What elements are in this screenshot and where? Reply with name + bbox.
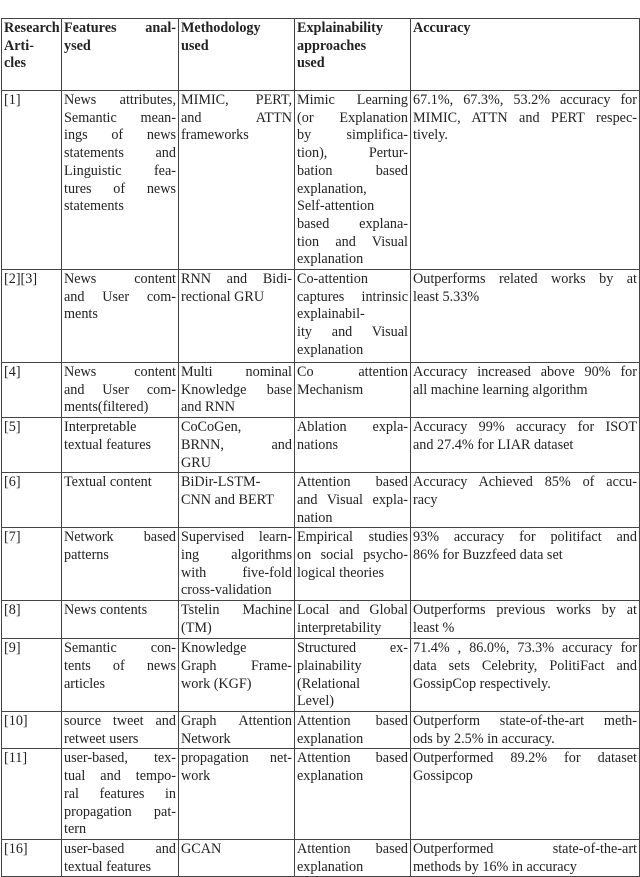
cell-line: retweet users	[64, 730, 139, 747]
table-row	[2, 528, 640, 601]
cell-line: Structured ex-	[297, 640, 408, 657]
cell-line: explanation	[297, 768, 364, 785]
cell-article	[2, 363, 62, 418]
cell-accuracy	[411, 601, 640, 639]
cell-line: propagation net-	[181, 750, 292, 767]
column-header-methodology	[179, 19, 295, 91]
cell-line: Attention based	[297, 840, 408, 857]
cell-line: ity and Visual	[297, 324, 408, 341]
cell-features	[62, 91, 179, 270]
cell-features	[62, 749, 179, 840]
cell-line: Self-attention	[297, 198, 375, 215]
cell-article	[2, 749, 62, 840]
cell-article	[2, 473, 62, 528]
cell-article	[2, 839, 62, 876]
cell-line: nations	[297, 436, 338, 453]
cell-line: Features anal-	[64, 20, 176, 36]
cell-features	[62, 418, 179, 473]
cell-line: Outperforms previous works by at	[413, 602, 637, 619]
cell-line: Graph Attention	[181, 712, 292, 729]
cell-line: and User com-	[64, 381, 176, 398]
cell-line: News content	[64, 364, 176, 381]
cell-accuracy	[411, 839, 640, 876]
cell-line: Outperforms related works by at	[413, 271, 637, 288]
cell-line: Co attention	[297, 364, 408, 381]
cell-line: GossipCop respectively.	[413, 675, 551, 692]
cell-line: ral features in	[64, 785, 176, 802]
cell-accuracy	[411, 639, 640, 712]
cell-line: rectional GRU	[181, 288, 265, 305]
cell-methodology	[179, 839, 295, 876]
cell-line: Attention based	[297, 474, 408, 491]
cell-line: Knowledge	[181, 640, 247, 657]
cell-methodology	[179, 749, 295, 840]
cell-line: ing algorithms	[181, 547, 292, 564]
cell-line: [1]	[4, 92, 21, 108]
cell-line: 71.4% , 86.0%, 73.3% accuracy for	[413, 640, 637, 657]
cell-methodology	[179, 711, 295, 748]
cell-line: Linguistic fea-	[64, 162, 176, 179]
cell-methodology	[179, 418, 295, 473]
cell-line: [10]	[4, 712, 28, 729]
cell-line: tion and Visual	[297, 233, 408, 250]
cell-line: articles	[64, 675, 105, 692]
cell-article	[2, 418, 62, 473]
table-row	[2, 839, 640, 876]
cell-line: ings of news	[64, 127, 176, 144]
cell-line: 93% accuracy for politifact and	[413, 529, 637, 546]
cell-line: used	[297, 55, 325, 72]
cell-line: Accuracy increased above 90% for	[413, 364, 637, 381]
cell-line: Semantic con-	[64, 640, 176, 657]
cell-explainability	[295, 528, 411, 601]
cell-line: explainabil-	[297, 306, 365, 323]
cell-line: News attributes,	[64, 92, 176, 108]
cell-line: Multi nominal	[181, 364, 292, 381]
cell-article	[2, 270, 62, 363]
cell-line: Graph Frame-	[181, 657, 292, 674]
cell-line: Co-attention	[297, 271, 368, 288]
cell-methodology	[179, 473, 295, 528]
cell-line: [11]	[4, 750, 28, 767]
cell-line: textual features	[64, 858, 152, 875]
table-row	[2, 363, 640, 418]
cell-line: Outperformed 89.2% for dataset	[413, 750, 637, 767]
cell-line: explanation,	[297, 180, 367, 197]
cell-features	[62, 601, 179, 639]
table-row	[2, 91, 640, 270]
cell-explainability	[295, 711, 411, 748]
cell-article	[2, 639, 62, 712]
cell-line: explanation	[297, 730, 364, 747]
cell-features	[62, 639, 179, 712]
cell-accuracy	[411, 528, 640, 601]
cell-article	[2, 601, 62, 639]
cell-line: Network based	[64, 529, 176, 546]
cell-line: and 27.4% for LIAR dataset	[413, 436, 574, 453]
cell-line: least 5.33%	[413, 288, 480, 305]
column-header-article	[2, 19, 62, 91]
cell-line: [7]	[4, 529, 21, 546]
cell-line: [8]	[4, 602, 21, 619]
cell-line: data sets Celebrity, PolitiFact and	[413, 657, 637, 674]
cell-line: MIMIC, PERT,	[181, 92, 292, 108]
cell-line: ods by 2.5% in accuracy.	[413, 730, 555, 747]
cell-line: user-based, tex-	[64, 750, 176, 767]
table-row	[2, 601, 640, 639]
cell-line: Explainability	[297, 20, 383, 36]
cell-line: Textual content	[64, 474, 152, 491]
cell-line: Local and Global	[297, 602, 408, 619]
cell-features	[62, 363, 179, 418]
cell-line: and ATTN	[181, 109, 292, 126]
cell-line: nation	[297, 509, 333, 526]
cell-line: News contents	[64, 602, 148, 619]
cell-features	[62, 528, 179, 601]
cell-line: explanation	[297, 341, 364, 358]
cell-line: all machine learning algorithm	[413, 381, 588, 398]
cell-accuracy	[411, 363, 640, 418]
cell-article	[2, 91, 62, 270]
cell-methodology	[179, 91, 295, 270]
cell-accuracy	[411, 711, 640, 748]
cell-methodology	[179, 270, 295, 363]
cell-line: source tweet and	[64, 712, 176, 729]
table-row	[2, 270, 640, 363]
cell-line: patterns	[64, 547, 109, 564]
cell-line: on social psycho-	[297, 547, 408, 564]
cell-line: and RNN	[181, 399, 235, 416]
cell-features	[62, 711, 179, 748]
cell-line: BRNN, and	[181, 436, 292, 453]
cell-line: tern	[64, 821, 87, 838]
cell-line: least %	[413, 619, 455, 636]
cell-line: interpretability	[297, 619, 382, 636]
cell-line: statements and	[64, 145, 176, 162]
cell-explainability	[295, 270, 411, 363]
cell-line: logical theories	[297, 564, 385, 581]
cell-line: Semantic mean-	[64, 109, 176, 126]
cell-methodology	[179, 639, 295, 712]
cell-line: Network	[181, 730, 231, 747]
cell-line: Mechanism	[297, 381, 364, 398]
cell-explainability	[295, 363, 411, 418]
cell-line: (TM)	[181, 619, 212, 636]
cell-methodology	[179, 528, 295, 601]
cell-line: News content	[64, 271, 176, 288]
cell-line: Mimic Learning	[297, 92, 408, 108]
cell-explainability	[295, 473, 411, 528]
cell-line: tion), Pertur-	[297, 145, 408, 162]
cell-line: and User com-	[64, 288, 176, 305]
cell-line: statements	[64, 198, 124, 215]
cell-line: CNN and BERT	[181, 491, 274, 508]
cell-features	[62, 473, 179, 528]
cell-line: racy	[413, 491, 438, 508]
cell-line: tual and tempo-	[64, 768, 176, 785]
cell-line: [2][3]	[4, 271, 38, 288]
cell-line: tively.	[413, 127, 448, 144]
cell-line: explanation	[297, 251, 364, 268]
cell-accuracy	[411, 749, 640, 840]
cell-line: ments(filtered)	[64, 399, 149, 416]
cell-line: MIMIC, ATTN and PERT respec-	[413, 109, 637, 126]
cell-line: plainability	[297, 657, 362, 674]
cell-line: [9]	[4, 640, 21, 657]
cell-line: cles	[4, 55, 27, 72]
cell-accuracy	[411, 418, 640, 473]
cell-explainability	[295, 601, 411, 639]
cell-line: frameworks	[181, 127, 249, 144]
table-row	[2, 749, 640, 840]
cell-line: cross-validation	[181, 582, 272, 599]
cell-line: CoCoGen,	[181, 419, 242, 436]
cell-line: textual features	[64, 436, 152, 453]
cell-methodology	[179, 601, 295, 639]
cell-line: by simplifica-	[297, 127, 408, 144]
cell-explainability	[295, 91, 411, 270]
cell-line: Gossipcop	[413, 768, 473, 785]
cell-line: captures intrinsic	[297, 288, 408, 305]
cell-line: ments	[64, 306, 98, 323]
header-row	[2, 19, 640, 91]
cell-line: (Relational	[297, 675, 361, 692]
cell-line: Outperformed state-of-the-art	[413, 840, 637, 857]
column-header-accuracy	[411, 19, 640, 91]
cell-line: ysed	[64, 37, 91, 54]
cell-line: propagation pat-	[64, 803, 176, 820]
cell-line: 67.1%, 67.3%, 53.2% accuracy for	[413, 92, 637, 108]
cell-line: BiDir-LSTM-	[181, 474, 261, 491]
cell-line: Accuracy	[413, 20, 471, 36]
cell-explainability	[295, 839, 411, 876]
cell-line: with five-fold	[181, 564, 292, 581]
cell-accuracy	[411, 91, 640, 270]
cell-line: Accuracy 99% accuracy for ISOT	[413, 419, 637, 436]
cell-line: approaches	[297, 37, 367, 54]
cell-line: and Visual expla-	[297, 491, 408, 508]
cell-article	[2, 528, 62, 601]
cell-line: Ablation expla-	[297, 419, 408, 436]
table-row	[2, 418, 640, 473]
cell-line: work (KGF)	[181, 675, 252, 692]
cell-line: used	[181, 37, 209, 54]
cell-line: tents of news	[64, 657, 176, 674]
cell-explainability	[295, 418, 411, 473]
cell-line: Knowledge base	[181, 381, 292, 398]
cell-explainability	[295, 749, 411, 840]
cell-line: Outperform state-of-the-art meth-	[413, 712, 637, 729]
cell-line: 86% for Buzzfeed data set	[413, 547, 563, 564]
cell-accuracy	[411, 270, 640, 363]
cell-line: Attention based	[297, 750, 408, 767]
column-header-features	[62, 19, 179, 91]
cell-line: Tstelin Machine	[181, 602, 292, 619]
cell-line: GRU	[181, 454, 211, 471]
cell-methodology	[179, 363, 295, 418]
cell-line: [5]	[4, 419, 21, 436]
cell-line: RNN and Bidi-	[181, 271, 292, 288]
cell-line: Research	[4, 20, 60, 36]
cell-line: work	[181, 768, 211, 785]
cell-line: (or Explanation	[297, 109, 408, 126]
comparison-table	[1, 18, 640, 877]
cell-line: Attention based	[297, 712, 408, 729]
cell-features	[62, 839, 179, 876]
table-row	[2, 711, 640, 748]
table-row	[2, 639, 640, 712]
column-header-explainability	[295, 19, 411, 91]
cell-line: Methodology	[181, 20, 261, 36]
cell-line: [4]	[4, 364, 21, 381]
cell-line: Level)	[297, 693, 335, 710]
cell-features	[62, 270, 179, 363]
cell-line: [6]	[4, 474, 21, 491]
cell-line: explanation	[297, 858, 364, 875]
cell-line: bation based	[297, 162, 408, 179]
cell-explainability	[295, 639, 411, 712]
cell-line: Accuracy Achieved 85% of accu-	[413, 474, 637, 491]
cell-accuracy	[411, 473, 640, 528]
cell-line: Supervised learn-	[181, 529, 292, 546]
cell-line: Empirical studies	[297, 529, 408, 546]
table-row	[2, 473, 640, 528]
cell-line: GCAN	[181, 840, 222, 857]
cell-line: based explana-	[297, 215, 408, 232]
cell-line: tures of news	[64, 180, 176, 197]
cell-line: user-based and	[64, 840, 176, 857]
cell-line: [16]	[4, 840, 28, 857]
cell-article	[2, 711, 62, 748]
cell-line: methods by 16% in accuracy	[413, 858, 577, 875]
cell-line: Arti-	[4, 37, 34, 54]
cell-line: Interpretable	[64, 419, 137, 436]
